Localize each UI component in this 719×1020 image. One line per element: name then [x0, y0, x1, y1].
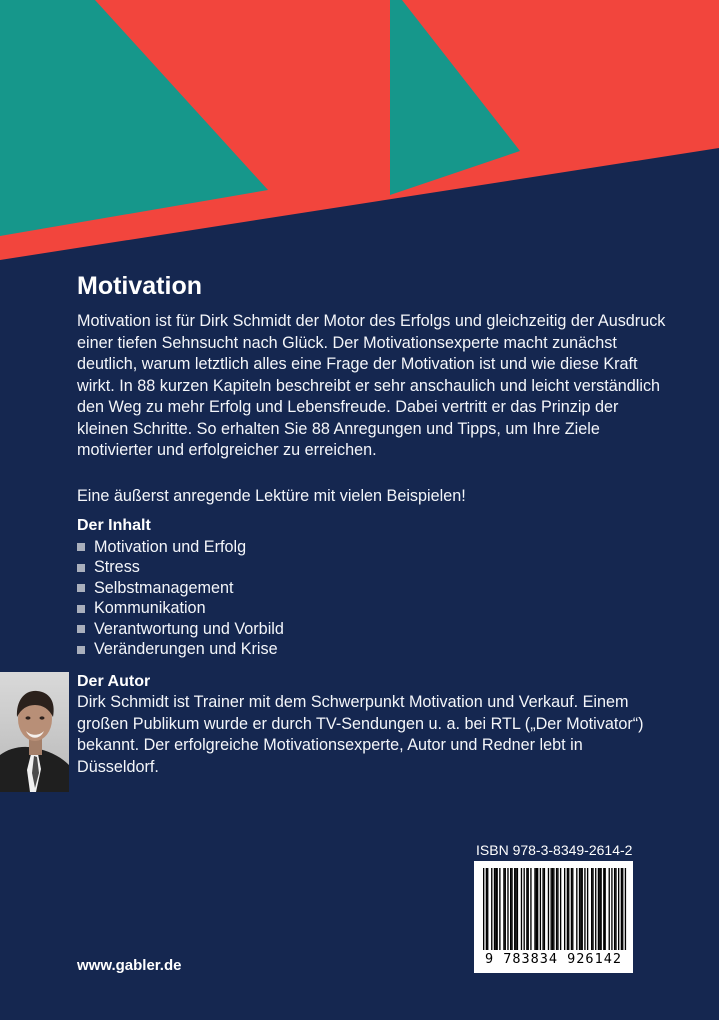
bullet-square-icon — [77, 605, 85, 613]
list-item — [77, 599, 284, 620]
barcode-number: 9 783834 926142 — [485, 951, 622, 967]
bullet-square-icon — [77, 543, 85, 551]
list-item — [77, 578, 284, 599]
list-item-label: Selbstmanagement — [94, 578, 234, 597]
list-item-label: Veränderungen und Krise — [94, 640, 278, 659]
publisher-website: www.gabler.de — [77, 957, 182, 974]
list-item-label: Stress — [94, 558, 140, 577]
list-item-label: Verantwortung und Vorbild — [94, 619, 284, 638]
bullet-square-icon — [77, 584, 85, 592]
author-portrait-image — [0, 672, 69, 792]
contents-list — [77, 537, 284, 660]
isbn-barcode — [474, 861, 633, 973]
bullet-square-icon — [77, 646, 85, 654]
list-item — [77, 558, 284, 579]
geometric-header-art — [0, 0, 719, 260]
author-photo — [0, 672, 69, 792]
list-item-label: Kommunikation — [94, 599, 206, 618]
list-item — [77, 640, 284, 661]
book-title: Motivation — [77, 272, 202, 300]
book-tagline: Eine äußerst anregende Lektüre mit vielen Beispielen! — [77, 487, 466, 505]
list-item — [77, 619, 284, 640]
author-heading: Der Autor — [77, 673, 151, 690]
list-item-label: Motivation und Erfolg — [94, 537, 247, 556]
isbn-label: ISBN 978-3-8349-2614-2 — [476, 842, 633, 858]
bullet-square-icon — [77, 625, 85, 633]
contents-heading: Der Inhalt — [77, 517, 151, 534]
book-description: Motivation ist für Dirk Schmidt der Motor des Erfolgs und gleichzeitig der Ausdruck einer tiefen Sehnsucht nach Glück. Der Motivationsexperte macht zunächst deutlich, warum letztlich alles eine Frage der Motivation ist und wie diese Kraft wirkt. In 88 kurzen Kapiteln beschreibt er sehr anschaulich und leicht verständlich den Weg zu mehr Erfolg und Lebensfreude. Dabei vertritt er das Prinzip der kleinen Schritte. So erhalten Sie 88 Anregungen und Tipps, um Ihre Ziele motivierter und erfolgreicher zu erreichen. — [77, 312, 666, 459]
author-bio: Dirk Schmidt ist Trainer mit dem Schwerpunkt Motivation und Verkauf. Einem großen Publikum wurde er durch TV-Sendungen u. a. bei RTL („Der Motivator“) bekannt. Der erfolgreiche Motivationsexperte, Autor und Redner lebt in Düsseldorf. — [77, 693, 644, 776]
list-item — [77, 537, 284, 558]
bullet-square-icon — [77, 564, 85, 572]
